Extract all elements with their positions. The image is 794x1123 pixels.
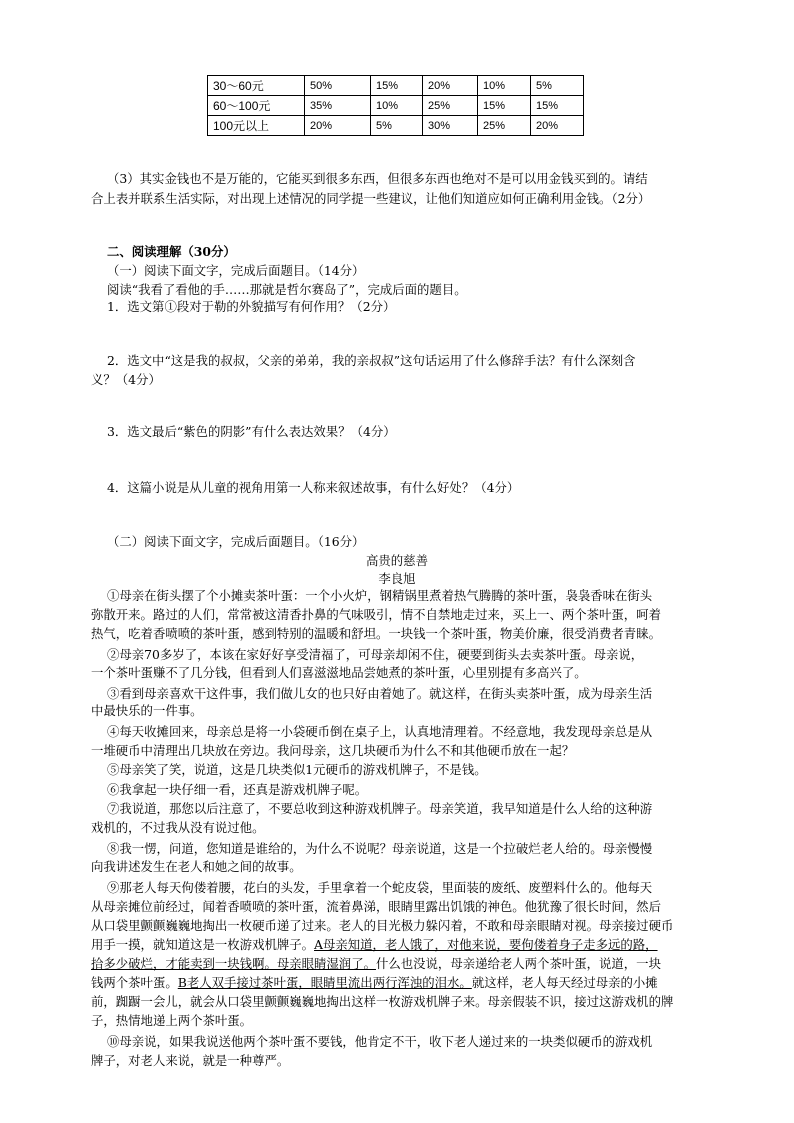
article-line: ⑨那老人每天佝偻着腰，花白的头发，手里拿着一个蛇皮袋，里面装的废纸、废塑料什么的。他每天: [107, 880, 653, 895]
article-line: 一个茶叶蛋赚不了几分钱，但看到人们喜滋滋地品尝她煮的茶叶蛋，心里别提有多高兴了。: [91, 665, 587, 680]
question-1: 1．选文第①段对于勒的外貌描写有何作用？（2分）: [107, 299, 396, 314]
article-line: ②母亲70多岁了，本该在家好好享受清福了，可母亲却闲不住，硬要到街头去卖茶叶蛋。母亲说，: [107, 647, 644, 662]
q3-line2: 合上表并联系生活实际，对出现上述情况的同学提一些建议，让他们知道应如何正确利用金钱。（2分）: [91, 191, 651, 206]
table-row: [208, 76, 584, 96]
question-2-line1: 2．选文中“这是我的叔叔，父亲的弟弟，我的亲叔叔”这句话运用了什么修辞手法？有什么深刻含: [107, 353, 636, 368]
article-line: 戏机的，不过我从没有说过他。: [91, 820, 265, 835]
table-cell: 10%: [371, 96, 423, 116]
part1-intro: 阅读“我看了看他的手……那就是哲尔赛岛了”，完成后面的题目。: [107, 282, 467, 297]
table-cell: 15%: [371, 76, 423, 96]
article-line: 从口袋里颤颤巍巍地掏出一枚硬币递了过来。老人的目光极力躲闪着，不敢和母亲眼睛对视。母亲接过硬币: [91, 918, 674, 933]
article-line: 牌子，对老人来说，就是一种尊严。: [91, 1053, 290, 1068]
table-cell: 25%: [478, 116, 531, 136]
article-line: 从母亲摊位前经过，闻着香喷喷的茶叶蛋，流着鼻涕，眼睛里露出饥饿的神色。他犹豫了很长时间，然后: [91, 899, 661, 914]
section-title: 二、阅读理解（30分）: [107, 244, 236, 259]
article-line: ④每天收摊回来，母亲总是将一小袋硬币倒在桌子上，认真地清理着。不经意地，我发现母亲总是从: [107, 724, 653, 739]
table-cell: 5%: [371, 116, 423, 136]
part1-heading: （一）阅读下面文字，完成后面题目。（14分）: [107, 263, 365, 278]
table-cell: 100元以上: [208, 116, 305, 136]
article-author: 李良旭: [378, 571, 416, 586]
table-cell: 15%: [531, 96, 584, 116]
article-line: 用手一摸，就知道这是一枚游戏机牌子。A母亲知道，老人饿了，对他来说，要佝偻着身子走多远的路，: [91, 937, 658, 952]
table-cell: 60～100元: [208, 96, 305, 116]
question-3: 3．选文最后“紫色的阴影”有什么表达效果？（4分）: [107, 424, 396, 439]
table-cell: 50%: [305, 76, 371, 96]
question-4: 4．这篇小说是从儿童的视角用第一人称来叙述故事，有什么好处？（4分）: [107, 480, 520, 495]
article-title: 高贵的慈善: [366, 553, 428, 568]
article-line: ⑤母亲笑了笑，说道，这是几块类似1元硬币的游戏机牌子，不是钱。: [107, 762, 487, 777]
table-cell: 20%: [423, 76, 478, 96]
table-cell: 25%: [423, 96, 478, 116]
article-line: 中最快乐的一件事。: [91, 703, 203, 718]
article-line: ①母亲在街头摆了个小摊卖茶叶蛋：一个小火炉，钢精锅里煮着热气腾腾的茶叶蛋，袅袅香味在街头: [107, 588, 653, 603]
table-cell: 20%: [305, 116, 371, 136]
table-cell: 10%: [478, 76, 531, 96]
table-cell: 20%: [531, 116, 584, 136]
table-cell: 15%: [478, 96, 531, 116]
table-cell: 30%: [423, 116, 478, 136]
spending-table: [207, 75, 584, 136]
table-row: [208, 96, 584, 116]
table-cell: 5%: [531, 76, 584, 96]
question-2-line2: 义？（4分）: [91, 372, 161, 387]
article-line: 前，踟蹰一会儿，就会从口袋里颤颤巍巍地掏出这样一枚游戏机牌子来。母亲假装不识，接过这游戏机的牌: [91, 994, 674, 1009]
article-line: 热气，吃着香喷喷的茶叶蛋，感到特别的温暖和舒坦。一块钱一个茶叶蛋，物美价廉，很受消费者青睐。: [91, 626, 661, 641]
article-line: 向我讲述发生在老人和她之间的故事。: [91, 859, 302, 874]
table-cell: 35%: [305, 96, 371, 116]
article-line: 拾多少破烂，才能卖到一块钱啊。母亲眼睛湿润了。什么也没说，母亲递给老人两个茶叶蛋，说道，一块: [91, 956, 661, 971]
part2-heading: （二）阅读下面文字，完成后面题目。（16分）: [107, 534, 365, 549]
article-line: 钱两个茶叶蛋。B老人双手接过茶叶蛋，眼睛里流出两行浑浊的泪水。就这样，老人每天经过母亲的小摊: [91, 975, 658, 990]
article-line: ⑩母亲说，如果我说送他两个茶叶蛋不要钱，他肯定不干，收下老人递过来的一块类似硬币的游戏机: [107, 1034, 653, 1049]
article-line: ⑦我说道，那您以后注意了，不要总收到这种游戏机牌子。母亲笑道，我早知道是什么人给的这种游: [107, 801, 653, 816]
table-cell: 30～60元: [208, 76, 305, 96]
article-line: ③看到母亲喜欢干这件事，我们做儿女的也只好由着她了。就这样，在街头卖茶叶蛋，成为母亲生活: [107, 686, 653, 701]
article-line: ⑥我拿起一块仔细一看，还真是游戏机牌子呢。: [107, 782, 368, 797]
table-row: [208, 116, 584, 136]
article-line: 弥散开来。路过的人们，常常被这清香扑鼻的气味吸引，情不自禁地走过来，买上一、两个茶叶蛋，呵着: [91, 607, 661, 622]
q3-line1: （3）其实金钱也不是万能的，它能买到很多东西，但很多东西也绝对不是可以用金钱买到的。请结: [107, 171, 648, 186]
article-line: 一堆硬币中清理出几块放在旁边。我问母亲，这几块硬币为什么不和其他硬币放在一起？: [91, 743, 575, 758]
article-line: 子，热情地递上两个茶叶蛋。: [91, 1013, 253, 1028]
article-line: ⑧我一愣，问道，您知道是谁给的，为什么不说呢？母亲说道，这是一个拉破烂老人给的。母亲慢慢: [107, 841, 653, 856]
